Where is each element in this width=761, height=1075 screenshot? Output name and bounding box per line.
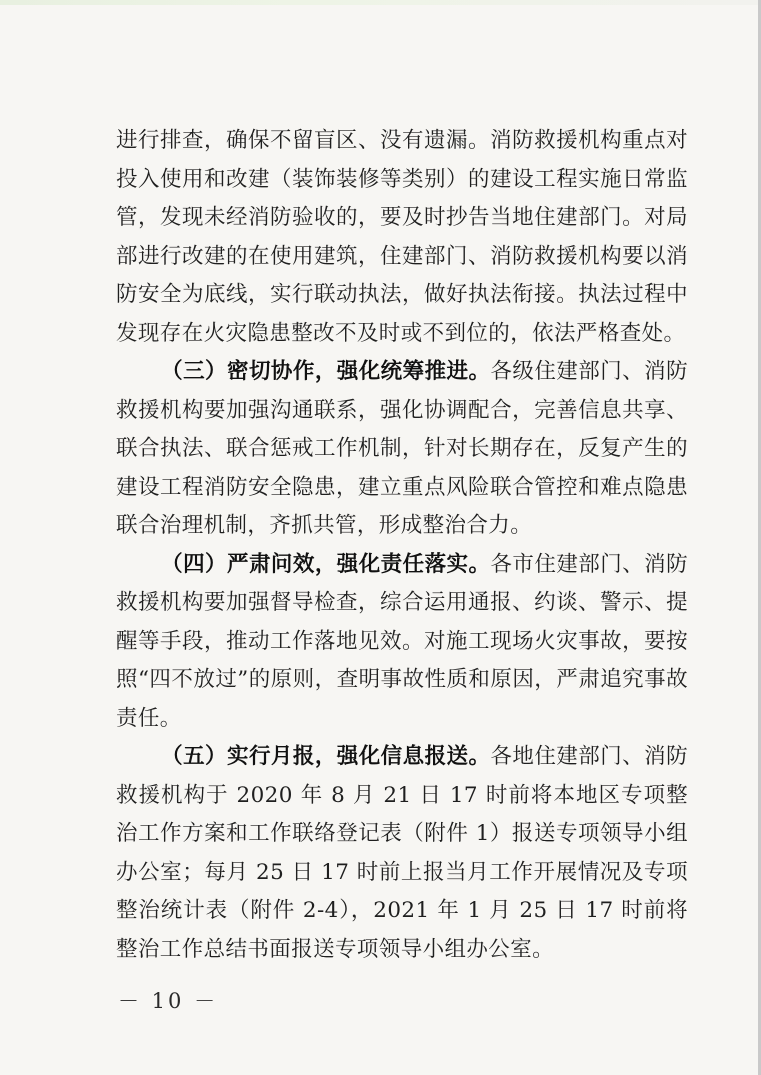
paragraph-text: 各级住建部门、消防救援机构要加强沟通联系，强化协调配合，完善信息共享、联合执法、联合惩戒工作机制，针对长期存在，反复产生的建设工程消防安全隐患，建立重点风险联合管控和难点隐患联合治理机制，齐抓共管，形成整治合力。: [116, 359, 688, 538]
page-number: － 10 －: [118, 989, 219, 1013]
page-top-edge: [0, 0, 761, 5]
paragraph-section-5: [116, 738, 688, 969]
paragraph-continuation: [116, 122, 688, 353]
section-heading-3: （三）密切协作，强化统筹推进。: [161, 359, 491, 384]
section-heading-4: （四）严肃问效，强化责任落实。: [161, 551, 491, 577]
paragraph-section-3: [116, 353, 688, 546]
paragraph-text: 进行排查，确保不留盲区、没有遗漏。消防救援机构重点对投入使用和改建（装饰装修等类别）的建设工程实施日常监管，发现未经消防验收的，要及时抄告当地住建部门。对局部进行改建的在使用建筑，住建部门、消防救援机构要以消防安全为底线，实行联动执法，做好执法衔接。执法过程中发现存在火灾隐患整改不及时或不到位的，依法严格查处。: [116, 128, 688, 346]
paragraph-section-4: [116, 546, 688, 739]
paragraph-text: 各市住建部门、消防救援机构要加强督导检查，综合运用通报、约谈、警示、提醒等手段，推动工作落地见效。对施工现场火灾事故，要按照“四不放过”的原则，查明事故性质和原因，严肃追究事故责任。: [116, 551, 688, 731]
section-heading-5: （五）实行月报，强化信息报送。: [161, 744, 491, 769]
document-body: [116, 122, 688, 969]
paragraph-text: 各地住建部门、消防救援机构于 2020 年 8 月 21 日 17 时前将本地区专项整治工作方案和工作联络登记表（附件 1）报送专项领导小组办公室；每月 25 日 17 时前上报当月工作开展情况及专项整治统计表（附件 2-4），2021 年 1 月 25 日 17 时前将整治工作总结书面报送专项领导小组办公室。: [116, 744, 688, 962]
